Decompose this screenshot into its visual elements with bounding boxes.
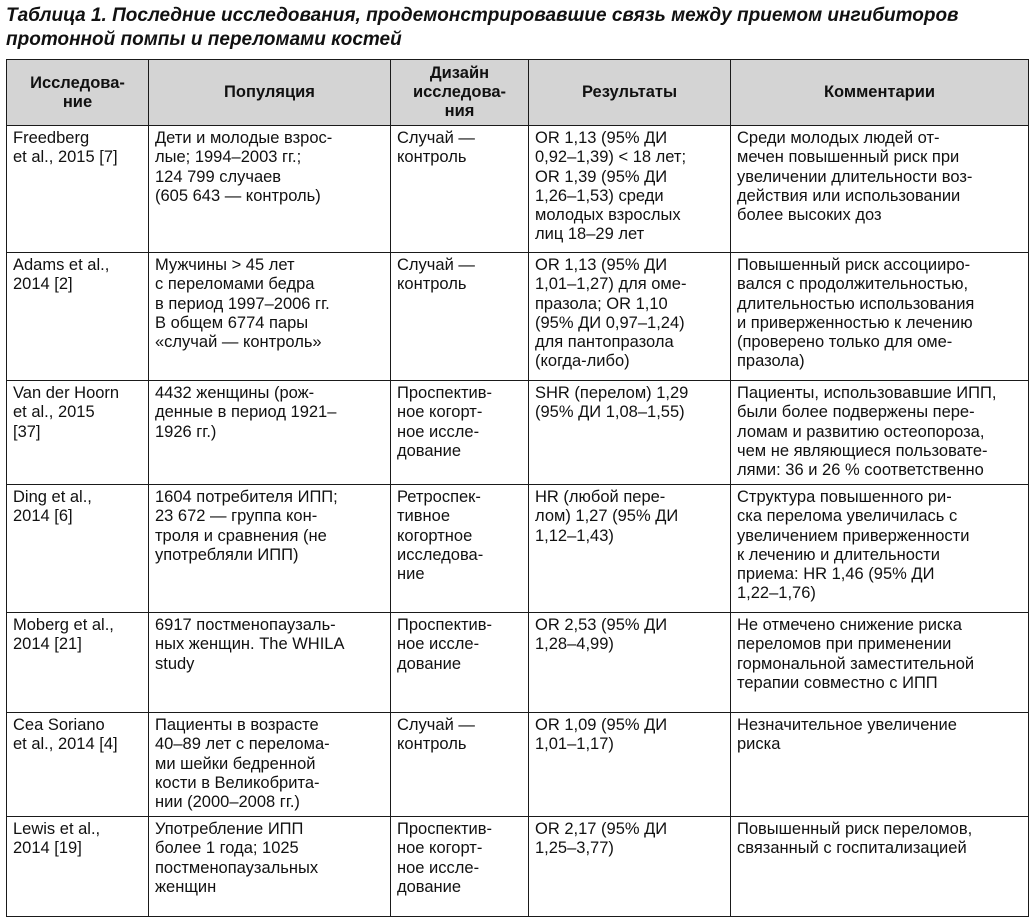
cell-text: к лечению и длительности [737, 545, 940, 564]
cell-results [529, 713, 731, 817]
cell-text: OR 1,13 (95% ДИ [535, 256, 668, 274]
cell-text: 1,12–1,43) [535, 526, 614, 545]
cell-results [529, 253, 731, 381]
cell-text: кости в Великобрита- [155, 773, 320, 792]
cell-text: более 1 года; 1025 [155, 839, 299, 858]
cell-text: 124 799 случаев [155, 167, 282, 186]
cell-text: контроль [397, 148, 467, 167]
cell-text: с переломами бедра [155, 275, 315, 294]
cell-study [7, 126, 149, 253]
cell-design [391, 817, 529, 917]
cell-text: денные в период 1921– [155, 403, 337, 422]
cell-text: Пациенты, использовавшие ИПП, [737, 384, 997, 402]
cell-text: et al., 2015 [13, 403, 95, 422]
cell-text: Проспектив- [397, 616, 493, 634]
cell-text: более высоких доз [737, 206, 882, 225]
table-row [7, 381, 1029, 485]
cell-text: Freedberg [13, 129, 90, 147]
cell-text: Случай — [397, 716, 475, 734]
cell-text: увеличении длительности воз- [737, 167, 973, 186]
cell-text: Moberg et al., [13, 616, 114, 634]
cell-text: исследова- [397, 545, 484, 564]
header-text: ния [444, 102, 475, 120]
cell-study [7, 485, 149, 613]
cell-text: 2014 [19] [13, 839, 82, 858]
caption-line: Таблица 1. Последние исследования, продемонстрировавшие связь между приемом ингибиторов [6, 5, 959, 26]
cell-population [149, 253, 391, 381]
cell-text: дование [397, 441, 462, 460]
cell-study [7, 713, 149, 817]
header-text: Популяция [224, 83, 315, 101]
table-row [7, 613, 1029, 713]
cell-text: study [155, 654, 195, 673]
cell-text: 2014 [6] [13, 507, 73, 526]
header-population [149, 60, 391, 126]
cell-text: Незначительное увеличение [737, 716, 957, 734]
cell-text: Lewis et al., [13, 820, 101, 838]
cell-text: 2014 [2] [13, 275, 73, 294]
cell-text: были более подвержены пере- [737, 403, 975, 422]
cell-text: тивное [397, 507, 451, 526]
cell-comments [731, 613, 1029, 713]
cell-text: [37] [13, 422, 41, 441]
cell-text: для пантопразола [535, 333, 674, 352]
cell-text: Структура повышенного ри- [737, 488, 952, 506]
cell-results [529, 381, 731, 485]
cell-text: В общем 6774 пары [155, 313, 309, 332]
cell-study [7, 253, 149, 381]
cell-text: Употребление ИПП [155, 820, 304, 838]
cell-text: 23 672 — группа кон- [155, 507, 318, 526]
cell-population [149, 126, 391, 253]
cell-text: переломов при применении [737, 635, 952, 654]
cell-results [529, 613, 731, 713]
cell-text: постменопаузальных [155, 858, 319, 877]
table-row [7, 485, 1029, 613]
cell-results [529, 485, 731, 613]
cell-design [391, 381, 529, 485]
cell-text: ных женщин. The WHILA [155, 635, 345, 654]
cell-text: Дети и молодые взрос- [155, 129, 333, 147]
cell-text: ска перелома увеличилась с [737, 507, 958, 526]
cell-text: контроль [397, 735, 467, 754]
cell-text: HR (любой пере- [535, 488, 666, 506]
cell-text: ние [397, 565, 425, 584]
cell-text: празола) [737, 352, 805, 371]
cell-text: ное когорт- [397, 839, 483, 858]
cell-text: 2014 [21] [13, 635, 82, 654]
cell-text: 1926 гг.) [155, 422, 217, 441]
table-row [7, 713, 1029, 817]
cell-text: связанный с госпитализацией [737, 839, 967, 858]
cell-text: Мужчины > 45 лет [155, 256, 295, 274]
cell-text: OR 1,39 (95% ДИ [535, 167, 668, 186]
cell-results [529, 817, 731, 917]
header-text: Дизайн [429, 64, 490, 82]
cell-text: 1,01–1,17) [535, 735, 614, 754]
cell-text: 40–89 лет с перелома- [155, 735, 330, 754]
cell-text: 1,25–3,77) [535, 839, 614, 858]
header-text: исследова- [412, 83, 507, 101]
header-text: ние [62, 92, 93, 111]
cell-text: OR 1,09 (95% ДИ [535, 716, 668, 734]
table-caption [6, 4, 1026, 52]
cell-text: троля и сравнения (не [155, 526, 327, 545]
cell-text: нии (2000–2008 гг.) [155, 793, 300, 812]
cell-text: Среди молодых людей от- [737, 129, 940, 147]
header-text: Результаты [581, 83, 678, 101]
cell-text: употребляли ИПП) [155, 545, 299, 564]
cell-text: Cea Soriano [13, 716, 105, 734]
caption-line: протонной помпы и переломами костей [6, 29, 402, 50]
cell-text: Ding et al., [13, 488, 92, 506]
cell-text: OR 2,17 (95% ДИ [535, 820, 668, 838]
cell-text: 4432 женщины (рож- [155, 384, 315, 402]
header-results [529, 60, 731, 126]
cell-study [7, 613, 149, 713]
header-text: Комментарии [823, 83, 936, 101]
cell-text: (когда-либо) [535, 352, 630, 371]
header-study [7, 60, 149, 126]
cell-study [7, 817, 149, 917]
cell-design [391, 713, 529, 817]
cell-text: терапии совместно с ИПП [737, 673, 938, 692]
cell-text: дование [397, 654, 462, 673]
cell-population [149, 381, 391, 485]
cell-text: 1,26–1,53) среди [535, 186, 664, 205]
cell-text: (95% ДИ 0,97–1,24) [535, 313, 685, 332]
cell-text: Van der Hoorn [13, 384, 120, 402]
cell-text: Повышенный риск переломов, [737, 820, 973, 838]
cell-text: Проспектив- [397, 384, 493, 402]
cell-text: OR 1,13 (95% ДИ [535, 129, 668, 147]
cell-text: Случай — [397, 129, 475, 147]
cell-text: ми шейки бедренной [155, 754, 316, 773]
cell-text: 1,28–4,99) [535, 635, 614, 654]
cell-text: когортное [397, 526, 473, 545]
cell-text: гормональной заместительной [737, 654, 975, 673]
cell-text: действия или использовании [737, 186, 961, 205]
cell-comments [731, 126, 1029, 253]
cell-study [7, 381, 149, 485]
cell-text: лом) 1,27 (95% ДИ [535, 507, 679, 526]
cell-text: приема: HR 1,46 (95% ДИ [737, 565, 935, 584]
cell-text: вался с продолжительностью, [737, 275, 969, 294]
cell-text: дование [397, 877, 462, 896]
cell-comments [731, 485, 1029, 613]
cell-text: лиц 18–29 лет [535, 225, 645, 244]
cell-population [149, 817, 391, 917]
cell-text: 1,22–1,76) [737, 584, 816, 603]
cell-design [391, 126, 529, 253]
cell-population [149, 485, 391, 613]
cell-design [391, 613, 529, 713]
cell-text: лями: 36 и 26 % соответственно [737, 461, 984, 480]
cell-text: et al., 2014 [4] [13, 735, 118, 754]
cell-text: 1604 потребителя ИПП; [155, 488, 338, 506]
cell-text: молодых взрослых [535, 206, 681, 225]
table-body [7, 126, 1029, 917]
cell-text: ное иссле- [397, 422, 480, 441]
cell-comments [731, 713, 1029, 817]
cell-text: в период 1997–2006 гг. [155, 294, 330, 313]
cell-text: Случай — [397, 256, 475, 274]
cell-text: Повышенный риск ассоцииро- [737, 256, 971, 274]
cell-comments [731, 381, 1029, 485]
cell-text: ное когорт- [397, 403, 483, 422]
cell-text: (95% ДИ 1,08–1,55) [535, 403, 685, 422]
cell-text: «случай — контроль» [155, 333, 322, 352]
cell-text: и приверженностью к лечению [737, 313, 973, 332]
table-row [7, 817, 1029, 917]
cell-comments [731, 253, 1029, 381]
cell-text: риска [737, 735, 781, 754]
cell-text: SHR (перелом) 1,29 [535, 384, 689, 402]
cell-text: (проверено только для оме- [737, 333, 953, 352]
cell-text: Не отмечено снижение риска [737, 616, 962, 634]
cell-text: 1,01–1,27) для оме- [535, 275, 687, 294]
cell-results [529, 126, 731, 253]
header-design [391, 60, 529, 126]
cell-text: Пациенты в возрасте [155, 716, 319, 734]
cell-design [391, 485, 529, 613]
cell-text: et al., 2015 [7] [13, 148, 118, 167]
cell-text: 6917 постменопаузаль- [155, 616, 336, 634]
header-text: Исследова- [30, 73, 125, 92]
cell-text: увеличением приверженности [737, 526, 970, 545]
cell-text: празола; OR 1,10 [535, 294, 668, 313]
cell-population [149, 613, 391, 713]
cell-design [391, 253, 529, 381]
cell-text: длительностью использования [737, 294, 975, 313]
cell-text: (605 643 — контроль) [155, 186, 321, 205]
cell-text: лые; 1994–2003 гг.; [155, 148, 302, 167]
cell-text: ное иссле- [397, 635, 480, 654]
studies-table [6, 59, 1029, 917]
cell-text: ное иссле- [397, 858, 480, 877]
table-header-row [7, 60, 1029, 126]
table-row [7, 126, 1029, 253]
table-row [7, 253, 1029, 381]
cell-text: 0,92–1,39) < 18 лет; [535, 148, 687, 167]
cell-text: женщин [155, 877, 217, 896]
cell-text: чем не являющиеся пользовате- [737, 441, 988, 460]
cell-text: OR 2,53 (95% ДИ [535, 616, 668, 634]
header-comments [731, 60, 1029, 126]
cell-comments [731, 817, 1029, 917]
cell-text: Ретроспек- [397, 488, 481, 506]
cell-population [149, 713, 391, 817]
cell-text: Проспектив- [397, 820, 493, 838]
cell-text: мечен повышенный риск при [737, 148, 960, 167]
cell-text: контроль [397, 275, 467, 294]
cell-text: ломам и развитию остеопороза, [737, 422, 985, 441]
cell-text: Adams et al., [13, 256, 110, 274]
